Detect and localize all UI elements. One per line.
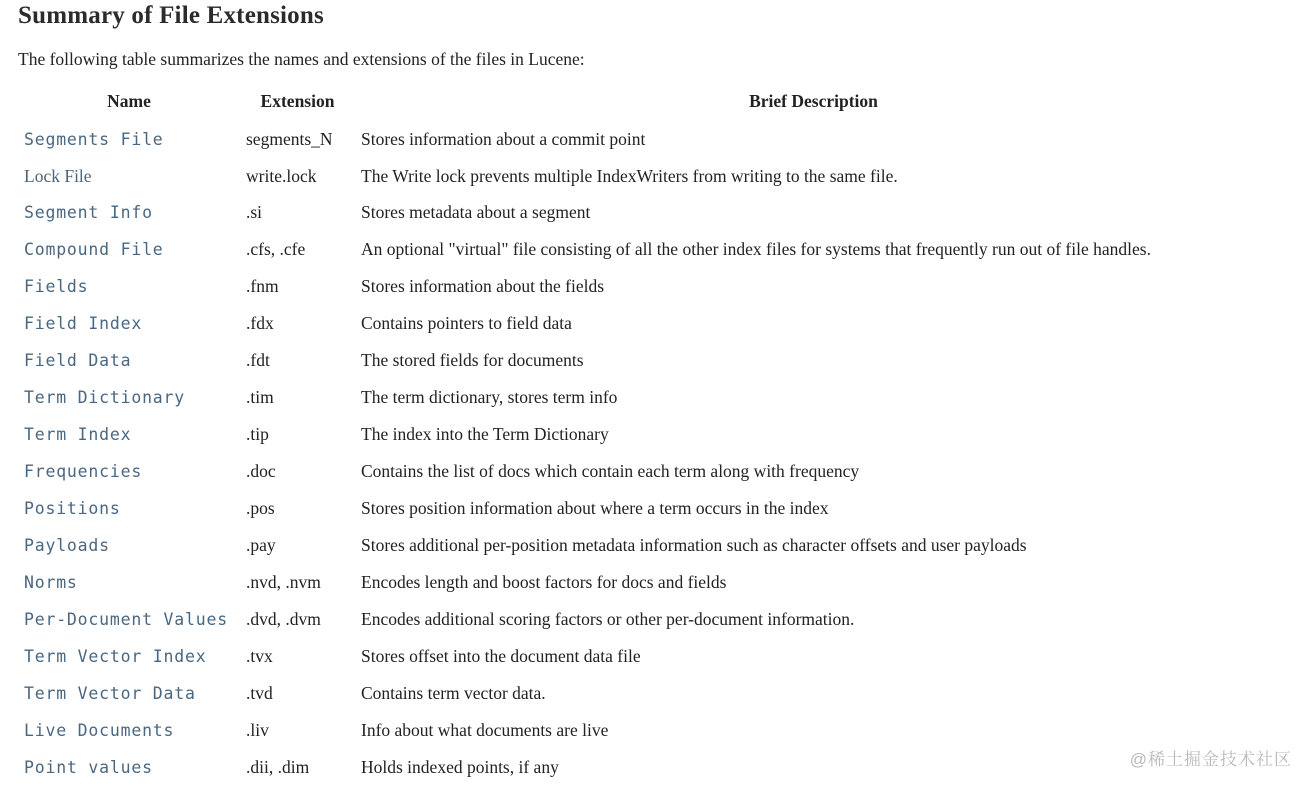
table-row [18,638,1272,675]
file-name-link[interactable]: Fields [24,277,89,296]
name-cell [18,749,240,786]
name-cell [18,601,240,638]
file-name-link[interactable]: Compound File [24,240,164,259]
name-cell [18,453,240,490]
file-name-link[interactable]: Term Dictionary [24,388,186,407]
watermark: @稀土掘金技术社区 [1129,750,1292,769]
table-row [18,231,1272,268]
table-row [18,675,1272,712]
extension-cell: .dvd, .dvm [246,609,321,629]
extension-cell: .fdx [246,313,274,333]
page-title: Summary of File Extensions [18,2,324,29]
description-cell: The term dictionary, stores term info [361,387,618,407]
name-cell [18,231,240,268]
table-header-row [18,90,1272,121]
extension-cell: .nvd, .nvm [246,572,321,592]
table-body [18,121,1272,786]
extension-cell: write.lock [246,166,317,186]
name-cell [18,194,240,231]
table-row [18,601,1272,638]
table-row [18,564,1272,601]
description-cell: Stores information about the fields [361,276,605,296]
file-extensions-table [18,90,1272,786]
extension-cell: .cfs, .cfe [246,239,306,259]
table-row [18,194,1272,231]
intro-text: The following table summarizes the names and extensions of the files in Lucene: [18,49,585,69]
description-cell: An optional "virtual" file consisting of all the other index files for systems that frequently run out of file handles. [361,239,1151,259]
description-cell: Stores additional per-position metadata information such as character offsets and user payloads [361,535,1027,555]
extension-cell: .fnm [246,276,279,296]
table-row [18,121,1272,158]
file-name-link[interactable]: Segment Info [24,203,153,222]
table-row [18,416,1272,453]
file-name-link[interactable]: Positions [24,499,121,518]
file-name-link[interactable]: Live Documents [24,721,175,740]
name-cell [18,305,240,342]
description-cell: The stored fields for documents [361,350,584,370]
file-name-link[interactable]: Norms [24,573,78,592]
table-row [18,379,1272,416]
column-header-extension: Extension [260,91,335,111]
table-row [18,527,1272,564]
name-cell [18,638,240,675]
file-name-link[interactable]: Term Index [24,425,132,444]
table-row [18,749,1272,786]
extension-cell: .tim [246,387,274,407]
column-header-name: Name [107,91,151,111]
extension-cell: .tvd [246,683,273,703]
extension-cell: .liv [246,720,269,740]
description-cell: Contains pointers to field data [361,313,572,333]
name-cell [18,712,240,749]
table-row [18,453,1272,490]
extension-cell: .tvx [246,646,273,666]
description-cell: Contains the list of docs which contain each term along with frequency [361,461,860,481]
file-name-link[interactable]: Field Data [24,351,132,370]
description-cell: Stores position information about where a term occurs in the index [361,498,829,518]
description-cell: The index into the Term Dictionary [361,424,609,444]
file-name-link[interactable]: Field Index [24,314,143,333]
extension-cell: .fdt [246,350,270,370]
extension-cell: .doc [246,461,276,481]
name-cell [18,527,240,564]
file-name-link[interactable]: Per-Document Values [24,610,228,629]
description-cell: Encodes additional scoring factors or other per-document information. [361,609,855,629]
table-row [18,158,1272,194]
name-cell [18,675,240,712]
description-cell: Holds indexed points, if any [361,757,559,777]
description-cell: Stores metadata about a segment [361,202,591,222]
extension-cell: .tip [246,424,269,444]
file-name-link[interactable]: Term Vector Data [24,684,196,703]
file-name-text: Lock File [24,166,92,186]
table-row [18,342,1272,379]
extension-cell: segments_N [246,129,333,149]
file-name-link[interactable]: Payloads [24,536,110,555]
file-name-link[interactable]: Frequencies [24,462,143,481]
extension-cell: .dii, .dim [246,757,310,777]
description-cell: Info about what documents are live [361,720,609,740]
file-name-link[interactable]: Point values [24,758,153,777]
name-cell [18,416,240,453]
name-cell [18,342,240,379]
description-cell: Contains term vector data. [361,683,546,703]
name-cell [18,268,240,305]
table-row [18,712,1272,749]
name-cell [18,564,240,601]
extension-cell: .pay [246,535,276,555]
table-row [18,490,1272,527]
file-name-link[interactable]: Term Vector Index [24,647,207,666]
name-cell [18,490,240,527]
file-name-link[interactable]: Segments File [24,130,164,149]
column-header-brief-description: Brief Description [749,91,878,111]
extension-cell: .si [246,202,263,222]
description-cell: Stores offset into the document data file [361,646,641,666]
table-row [18,268,1272,305]
description-cell: Stores information about a commit point [361,129,646,149]
name-cell [18,121,240,158]
description-cell: The Write lock prevents multiple IndexWriters from writing to the same file. [361,166,898,186]
name-cell [18,379,240,416]
name-cell [18,158,240,194]
extension-cell: .pos [246,498,275,518]
table-row [18,305,1272,342]
description-cell: Encodes length and boost factors for docs and fields [361,572,727,592]
